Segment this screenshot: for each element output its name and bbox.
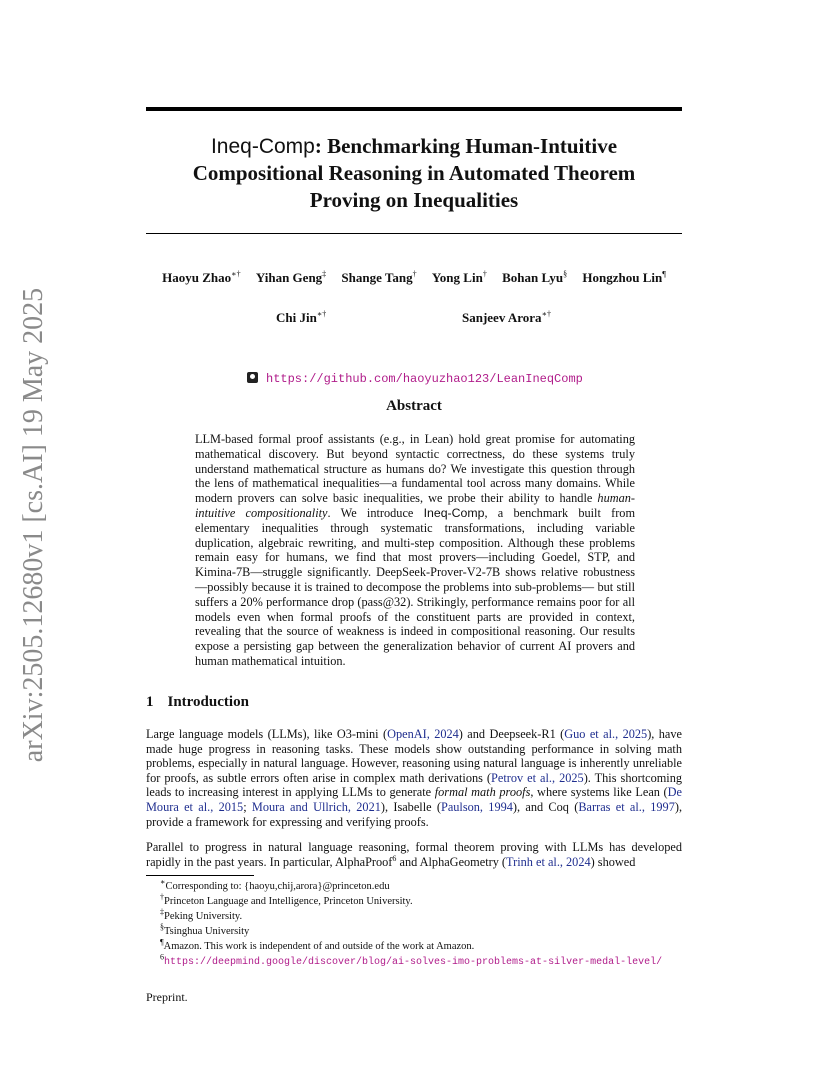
footnote-text: Amazon. This work is independent of and outside of the work at Amazon. <box>163 941 475 952</box>
text-run: ; <box>243 799 252 814</box>
text-run: formal math proofs <box>434 785 531 800</box>
text-run: ), provide a framework for expressing and verifying proofs. <box>146 799 683 829</box>
footnote-mark: ∗ <box>160 877 166 887</box>
footnote-text: Corresponding to: {haoyu,chij,arora}@princeton.edu <box>165 881 390 892</box>
text-run: ), have made huge progress in reasoning tasks. These models show outstanding performance in solving math problems, especially in natural language. However, reasoning using natural language is inherently unreliable for proofs, as subtle errors often arise in complex math derivations ( <box>146 727 682 785</box>
intro-paragraph-2 <box>146 840 682 869</box>
text-run: ), Isabelle ( <box>380 799 441 814</box>
author-row-1 <box>146 270 682 286</box>
footnote <box>160 894 690 909</box>
citation-link[interactable]: Paulson, 1994 <box>440 799 513 814</box>
footer-label: Preprint. <box>146 990 188 1004</box>
repo-link[interactable] <box>247 372 583 386</box>
title-bottom-rule <box>146 233 682 234</box>
author: Haoyu Zhao∗† <box>162 269 241 285</box>
text-run: ), and Coq ( <box>512 799 579 814</box>
benchmark-name: Ineq-Comp <box>423 505 485 520</box>
text-run: and AlphaGeometry ( <box>396 854 507 869</box>
author: Yihan Geng‡ <box>255 269 327 285</box>
author: Hongzhou Lin¶ <box>582 269 666 285</box>
repo-url[interactable]: https://github.com/haoyuzhao123/LeanIneqComp <box>266 372 583 386</box>
paper-title <box>146 133 682 214</box>
footnote <box>160 879 690 894</box>
footnote-text: Peking University. <box>164 911 243 922</box>
citation-link[interactable]: De Moura et al., 2015 <box>146 785 682 814</box>
citation-link[interactable]: OpenAI, 2024 <box>387 727 459 741</box>
author: Bohan Lyu§ <box>502 269 568 285</box>
text-run: ). This shortcoming leads to increasing interest in applying LLMs to generate <box>146 770 683 800</box>
abstract-heading: Abstract <box>386 398 442 414</box>
footnote-text: Tsinghua University <box>164 926 250 937</box>
citation-link[interactable]: Trinh et al., 2024 <box>506 854 591 869</box>
citation-link[interactable]: Guo et al., 2025 <box>564 727 648 741</box>
title-top-rule <box>146 107 682 111</box>
footnote <box>160 924 690 939</box>
text-run: ) showed <box>590 854 636 869</box>
arxiv-sidebar-stamp <box>15 287 53 763</box>
footnote <box>160 909 690 924</box>
arxiv-id: arXiv:2505.12680v1 [cs.AI] 19 May 2025 <box>18 287 49 763</box>
text-run: , where systems like Lean ( <box>530 785 668 800</box>
author: Sanjeev Arora∗† <box>462 309 551 325</box>
footnote-mark: ¶ <box>160 937 164 947</box>
text-run: Parallel to progress in natural language reasoning, formal theorem proving with LLMs has developed rapidly in the past years. In particular, AlphaProof <box>146 840 682 869</box>
footnote-text: Princeton Language and Intelligence, Princeton University. <box>164 896 413 907</box>
abstract-body: LLM-based formal proof assistants (e.g., in Lean) hold great promise for automating mathematical discovery. But beyond syntactic correctness, do these systems truly understand mathematical structure as humans do? We investigate this question through the lens of mathematical inequalities—a fundamental tool across many domains. While modern provers can solve basic inequalities, we probe their ability to handle human-intuitive compositionality. We introduce Ineq-Comp, a benchmark built from elementary inequalities through systematic transformations, including variable duplication, algebraic rewriting, and multi-step composition. Although these problems remain easy for humans, we find that most provers—including Goedel, STP, and Kimina-7B—struggle significantly. DeepSeek-Prover-V2-7B shows relative robustness —possibly because it is trained to decompose the problems into sub-problems— but still suffers a 20% performance drop (pass@32). Strikingly, performance remains poor for all models even when formal proofs of the constituent parts are provided in context, revealing that the source of weakness is indeed in compositional reasoning. Our results expose a persisting gap between the generalization behavior of current AI provers and human mathematical intuition. <box>195 432 636 668</box>
author: Yong Lin† <box>431 269 487 285</box>
github-icon <box>247 372 258 383</box>
footnote-url[interactable]: https://deepmind.google/discover/blog/ai-solves-imo-problems-at-silver-medal-level/ <box>164 957 663 968</box>
text-run: ) and Deepseek-R1 ( <box>458 727 565 741</box>
citation-link[interactable]: Petrov et al., 2025 <box>491 770 584 785</box>
author: Chi Jin∗† <box>276 309 327 325</box>
title-line-2: Compositional Reasoning in Automated Theorem <box>192 161 636 185</box>
footnote-mark: § <box>160 922 164 932</box>
citation-link[interactable]: Barras et al., 1997 <box>578 799 675 814</box>
footnote-mark: ‡ <box>160 907 164 917</box>
citation-link[interactable]: Moura and Ullrich, 2021 <box>251 799 381 814</box>
title-line-3: Proving on Inequalities <box>309 188 519 212</box>
title-benchmark-name: Ineq-Comp <box>210 135 315 158</box>
footnote-mark: 6 <box>160 952 164 962</box>
intro-paragraph-1 <box>146 727 682 829</box>
section-heading-introduction: 1 Introduction <box>146 694 249 710</box>
footnotes <box>160 879 690 970</box>
footnote[interactable] <box>160 954 690 970</box>
footnote <box>160 939 690 954</box>
footnote-ref: 6 <box>392 853 397 863</box>
footnote-rule <box>146 875 254 876</box>
text-run: Large language models (LLMs), like O3-mini ( <box>146 727 388 741</box>
footnote-mark: † <box>160 892 164 902</box>
title-line-1: : Benchmarking Human-Intuitive <box>314 134 618 158</box>
author: Shange Tang† <box>341 269 417 285</box>
